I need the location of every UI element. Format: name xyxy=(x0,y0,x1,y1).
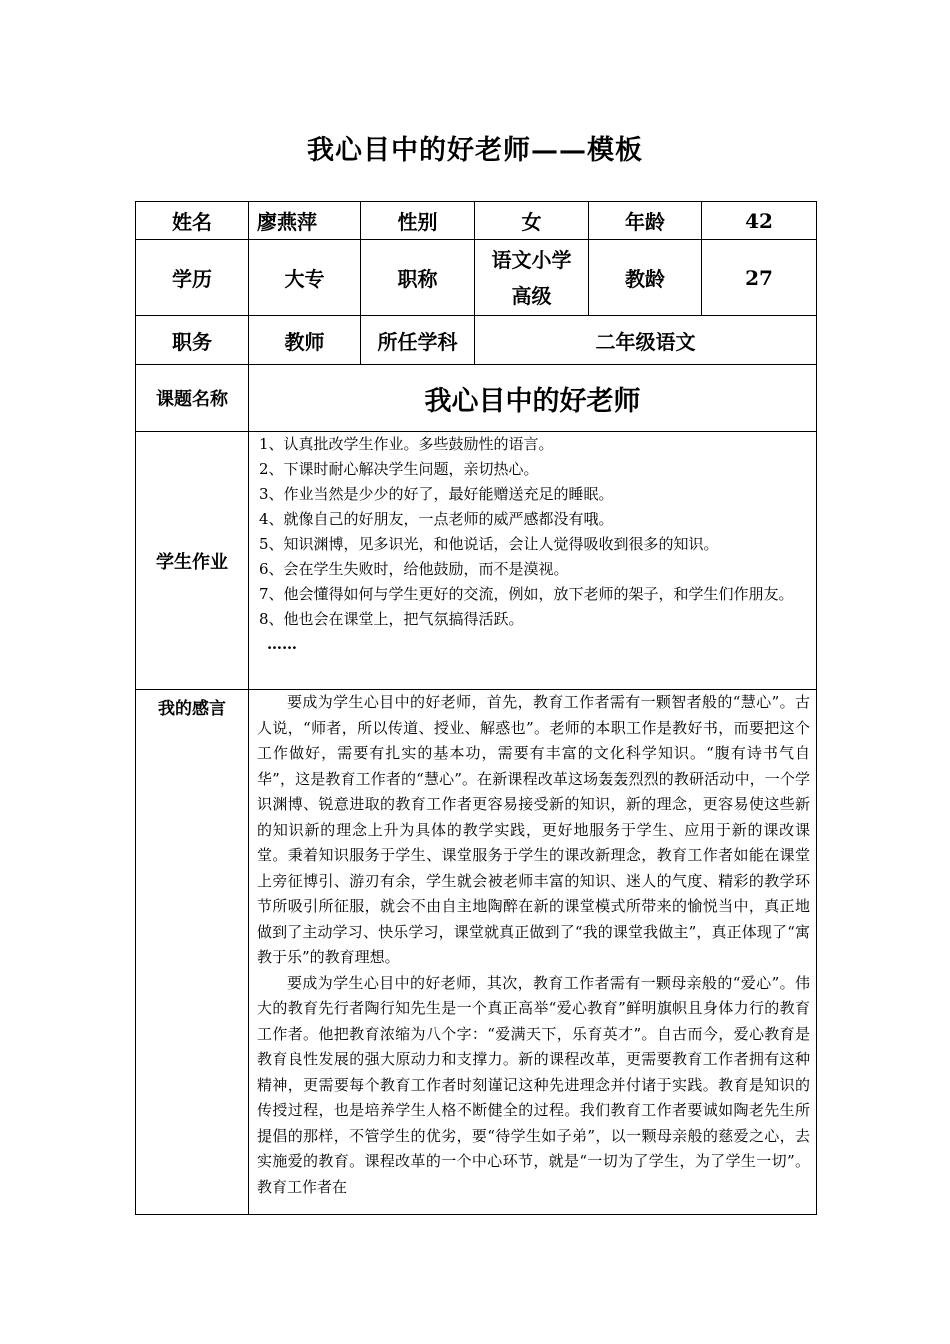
value-name: 廖燕萍 xyxy=(249,202,361,240)
label-position: 职务 xyxy=(136,316,249,365)
row-qualification xyxy=(136,240,817,316)
value-position: 教师 xyxy=(249,316,361,365)
homework-item: 1、认真批改学生作业。多些鼓励性的语言。 xyxy=(259,435,554,453)
value-age: 42 xyxy=(702,202,817,240)
value-job-title-line2: 高级 xyxy=(511,283,552,308)
document-title: 我心目中的好老师——模板 xyxy=(307,135,643,166)
value-teaching-years: 27 xyxy=(702,240,817,316)
label-reflection: 我的感言 xyxy=(136,690,249,1215)
label-topic: 课题名称 xyxy=(136,365,249,432)
homework-list xyxy=(249,432,817,690)
row-homework xyxy=(136,432,817,690)
reflection-paragraph: 要成为学生心目中的好老师，其次，教育工作者需有一颗母亲般的“爱心”。伟大的教育先行者陶行知先生是一个真正高举“爱心教育”鲜明旗帜且身体力行的教育工作者。他把教育浓缩为八个字：“爱满天下，乐育英才”。自古而今，爱心教育是教育良性发展的强大原动力和支撑力。新的课程改革，更需要教育工作者拥有这种精神，更需要每个教育工作者时刻谨记这种先进理念并付诸于实践。教育是知识的传授过程，也是培养学生人格不断健全的过程。我们教育工作者要诚如陶老先生所提倡的那样，不管学生的优劣，要“待学生如子弟”，以一颗母亲般的慈爱之心，去实施爱的教育。课程改革的一个中心环节，就是“一切为了学生，为了学生一切”。教育工作者在 xyxy=(257,973,810,1196)
label-homework: 学生作业 xyxy=(136,432,249,690)
value-job-title-line1: 语文小学 xyxy=(491,247,572,272)
label-education: 学历 xyxy=(136,240,249,316)
row-topic xyxy=(136,365,817,432)
row-basic-info xyxy=(136,202,817,240)
reflection-paragraph: 要成为学生心目中的好老师，首先，教育工作者需有一颗智者般的“慧心”。古人说，“师者，所以传道、授业、解惑也”。老师的本职工作是教好书，而要把这个工作做好，需要有扎实的基本功，需要有丰富的文化科学知识。“腹有诗书气自华”，这是教育工作者的“慧心”。在新课程改革这场轰轰烈烈的教研活动中，一个学识渊博、锐意进取的教育工作者更容易接受新的知识，新的理念，更容易使这些新的知识新的理念上升为具体的教学实践，更好地服务于学生、应用于新的课改课堂。秉着知识服务于学生、课堂服务于学生的课改新理念，教育工作者如能在课堂上旁征博引、游刃有余，学生就会被老师丰富的知识、迷人的气度、精彩的教学环节所吸引所征服，就会不由自主地陶醉在新的课堂模式所带来的愉悦当中，真正地做到了主动学习、快乐学习，课堂就真正做到了“我的课堂我做主”，真正体现了“寓教于乐”的教育理想。 xyxy=(257,693,810,966)
homework-item: 8、他也会在课堂上，把气氛搞得活跃。 xyxy=(259,610,524,628)
value-job-title xyxy=(475,240,589,316)
homework-item: 5、知识渊博，见多识光，和他说话，会让人觉得吸收到很多的知识。 xyxy=(259,535,719,553)
label-subject: 所任学科 xyxy=(361,316,475,365)
homework-item: 6、会在学生失败时，给他鼓励，而不是漠视。 xyxy=(259,560,569,578)
homework-item: 7、他会懂得如何与学生更好的交流，例如，放下老师的架子，和学生们作朋友。 xyxy=(259,585,794,603)
reflection-text xyxy=(249,690,817,1215)
value-education: 大专 xyxy=(249,240,361,316)
label-name: 姓名 xyxy=(136,202,249,240)
label-age: 年龄 xyxy=(589,202,702,240)
value-topic: 我心目中的好老师 xyxy=(249,365,817,432)
value-gender: 女 xyxy=(475,202,589,240)
label-gender: 性别 xyxy=(361,202,475,240)
homework-ellipsis: …… xyxy=(267,635,297,653)
homework-item: 3、作业当然是少少的好了，最好能赠送充足的睡眠。 xyxy=(259,485,614,503)
label-teaching-years: 教龄 xyxy=(589,240,702,316)
homework-item: 4、就像自己的好朋友，一点老师的威严感都没有哦。 xyxy=(259,510,614,528)
teacher-info-table xyxy=(135,201,817,1215)
row-reflection xyxy=(136,690,817,1215)
row-position xyxy=(136,316,817,365)
homework-item: 2、下课时耐心解决学生问题，亲切热心。 xyxy=(259,460,539,478)
label-job-title: 职称 xyxy=(361,240,475,316)
value-subject: 二年级语文 xyxy=(475,316,817,365)
